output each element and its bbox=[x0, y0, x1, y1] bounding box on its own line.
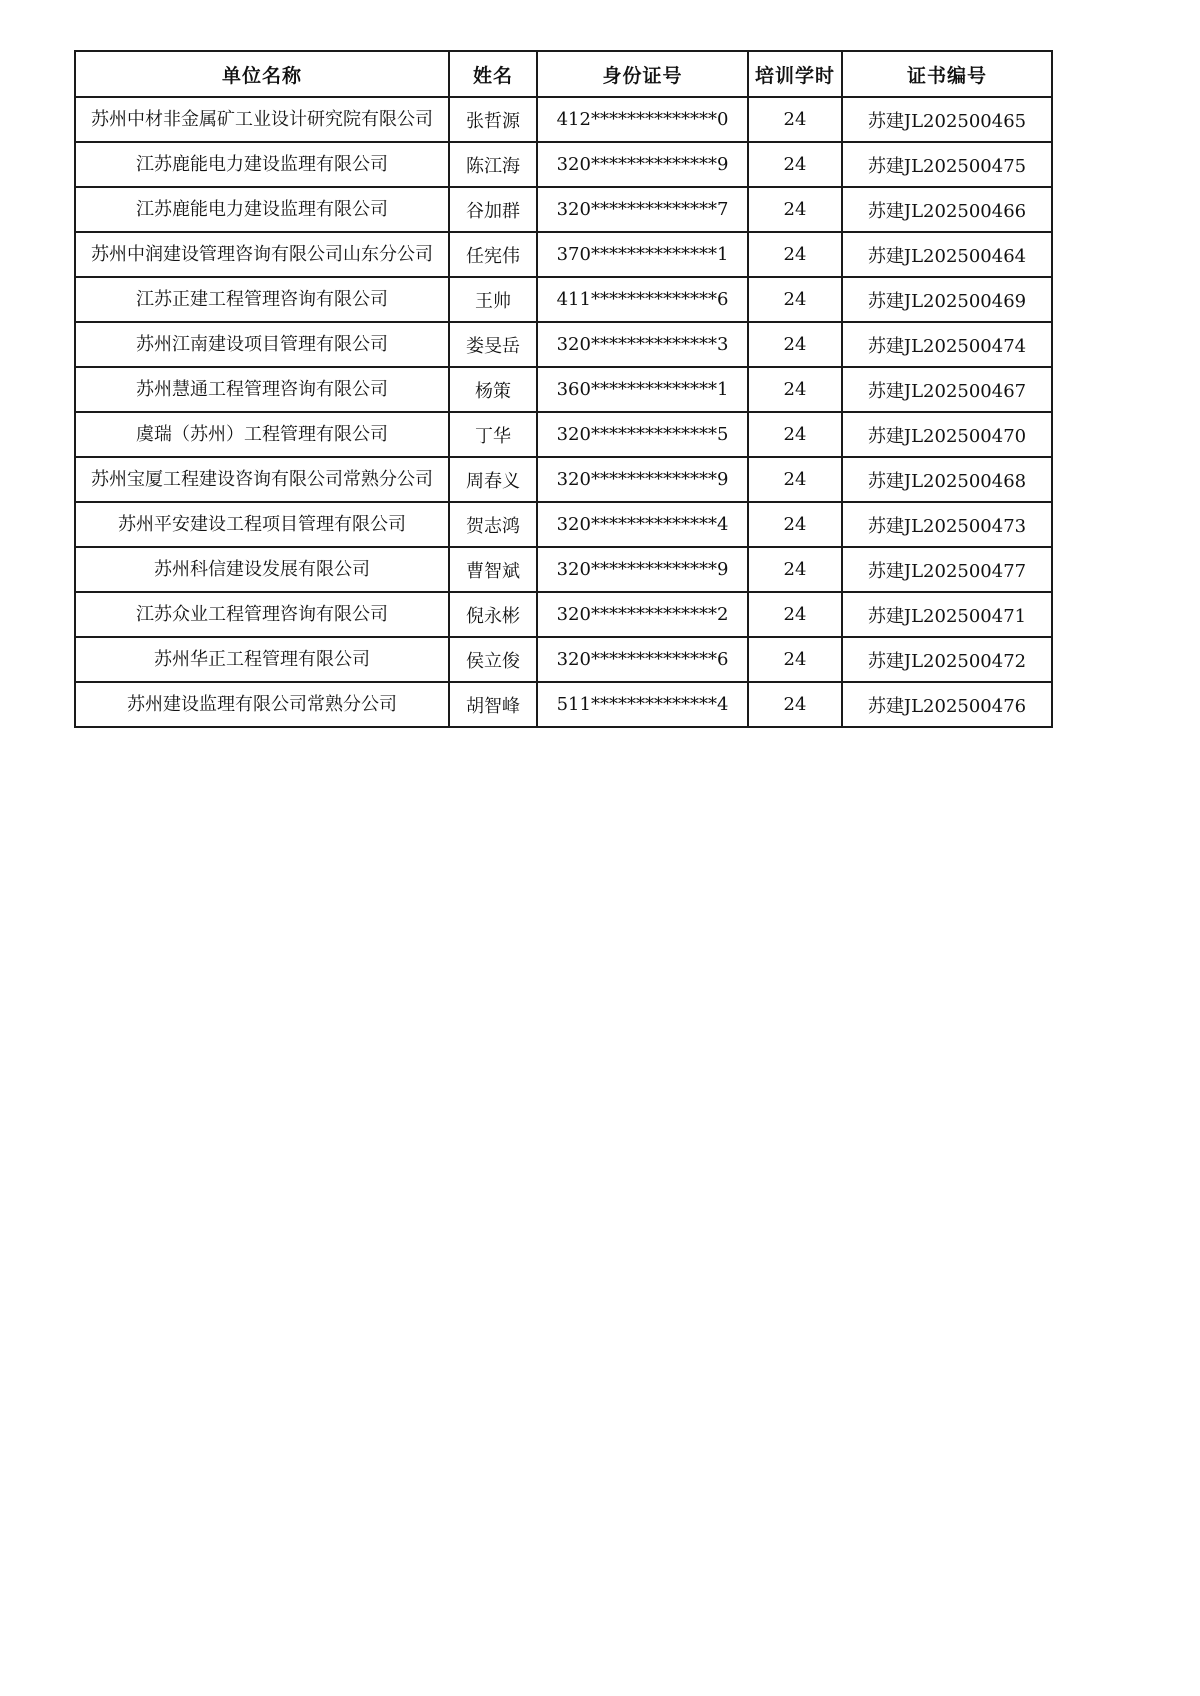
cell-certificate-number: 苏建JL202500471 bbox=[842, 592, 1052, 637]
cell-id-number: 320**************5 bbox=[537, 412, 748, 457]
cell-unit-name bbox=[75, 322, 449, 367]
cell-training-hours: 24 bbox=[748, 637, 842, 682]
cell-training-hours: 24 bbox=[748, 412, 842, 457]
cell-id-number: 320**************6 bbox=[537, 637, 748, 682]
cell-training-hours: 24 bbox=[748, 187, 842, 232]
cell-name: 曹智斌 bbox=[449, 547, 537, 592]
unit-name-text: 江苏鹿能电力建设监理有限公司 bbox=[136, 154, 388, 175]
cell-id-number: 320**************7 bbox=[537, 187, 748, 232]
cell-id-number: 320**************4 bbox=[537, 502, 748, 547]
unit-name-text: 苏州江南建设项目管理有限公司 bbox=[136, 334, 388, 355]
table-row bbox=[75, 637, 1052, 682]
unit-name-text: 苏州华正工程管理有限公司 bbox=[154, 649, 370, 670]
cell-training-hours: 24 bbox=[748, 592, 842, 637]
cell-certificate-number: 苏建JL202500477 bbox=[842, 547, 1052, 592]
table-row bbox=[75, 142, 1052, 187]
cell-unit-name bbox=[75, 232, 449, 277]
cell-training-hours: 24 bbox=[748, 457, 842, 502]
column-header-name: 姓名 bbox=[449, 51, 537, 97]
cell-training-hours: 24 bbox=[748, 322, 842, 367]
cell-id-number: 370**************1 bbox=[537, 232, 748, 277]
cell-unit-name bbox=[75, 277, 449, 322]
unit-name-text: 苏州科信建设发展有限公司 bbox=[154, 559, 370, 580]
table-row bbox=[75, 502, 1052, 547]
cell-training-hours: 24 bbox=[748, 682, 842, 727]
table-row bbox=[75, 322, 1052, 367]
cell-name: 倪永彬 bbox=[449, 592, 537, 637]
table-row bbox=[75, 187, 1052, 232]
table-row bbox=[75, 412, 1052, 457]
unit-name-text: 苏州中润建设管理咨询有限公司山东分公司 bbox=[91, 244, 433, 265]
cell-name: 任宪伟 bbox=[449, 232, 537, 277]
cell-certificate-number: 苏建JL202500475 bbox=[842, 142, 1052, 187]
cell-name: 丁华 bbox=[449, 412, 537, 457]
table-row bbox=[75, 457, 1052, 502]
cell-certificate-number: 苏建JL202500473 bbox=[842, 502, 1052, 547]
column-header-unit-name: 单位名称 bbox=[75, 51, 449, 97]
cell-id-number: 412**************0 bbox=[537, 97, 748, 142]
cell-id-number: 320**************3 bbox=[537, 322, 748, 367]
cell-certificate-number: 苏建JL202500469 bbox=[842, 277, 1052, 322]
column-header-id-number: 身份证号 bbox=[537, 51, 748, 97]
table-row bbox=[75, 232, 1052, 277]
cell-certificate-number: 苏建JL202500465 bbox=[842, 97, 1052, 142]
unit-name-text: 江苏众业工程管理咨询有限公司 bbox=[136, 604, 388, 625]
cell-certificate-number: 苏建JL202500470 bbox=[842, 412, 1052, 457]
cell-unit-name bbox=[75, 97, 449, 142]
table-row bbox=[75, 682, 1052, 727]
cell-name: 侯立俊 bbox=[449, 637, 537, 682]
header-row bbox=[75, 51, 1052, 97]
cell-unit-name bbox=[75, 682, 449, 727]
cell-id-number: 320**************9 bbox=[537, 547, 748, 592]
cell-id-number: 320**************9 bbox=[537, 142, 748, 187]
cell-training-hours: 24 bbox=[748, 277, 842, 322]
cell-unit-name bbox=[75, 547, 449, 592]
unit-name-text: 苏州建设监理有限公司常熟分公司 bbox=[127, 694, 397, 715]
cell-training-hours: 24 bbox=[748, 547, 842, 592]
cell-unit-name bbox=[75, 502, 449, 547]
unit-name-text: 苏州慧通工程管理咨询有限公司 bbox=[136, 379, 388, 400]
unit-name-text: 苏州平安建设工程项目管理有限公司 bbox=[118, 514, 406, 535]
cell-certificate-number: 苏建JL202500472 bbox=[842, 637, 1052, 682]
cell-unit-name bbox=[75, 367, 449, 412]
training-roster-table bbox=[74, 50, 1053, 728]
cell-name: 王帅 bbox=[449, 277, 537, 322]
unit-name-text: 江苏正建工程管理咨询有限公司 bbox=[136, 289, 388, 310]
cell-name: 张哲源 bbox=[449, 97, 537, 142]
table-row bbox=[75, 277, 1052, 322]
table-body bbox=[75, 97, 1052, 727]
cell-training-hours: 24 bbox=[748, 97, 842, 142]
table-header bbox=[75, 51, 1052, 97]
cell-id-number: 320**************9 bbox=[537, 457, 748, 502]
cell-certificate-number: 苏建JL202500466 bbox=[842, 187, 1052, 232]
cell-name: 周春义 bbox=[449, 457, 537, 502]
unit-name-text: 苏州宝厦工程建设咨询有限公司常熟分公司 bbox=[91, 469, 433, 490]
cell-name: 谷加群 bbox=[449, 187, 537, 232]
cell-name: 娄旻岳 bbox=[449, 322, 537, 367]
table-row bbox=[75, 592, 1052, 637]
cell-unit-name bbox=[75, 592, 449, 637]
cell-id-number: 511**************4 bbox=[537, 682, 748, 727]
cell-training-hours: 24 bbox=[748, 502, 842, 547]
unit-name-text: 苏州中材非金属矿工业设计研究院有限公司 bbox=[91, 109, 433, 130]
cell-unit-name bbox=[75, 142, 449, 187]
cell-training-hours: 24 bbox=[748, 142, 842, 187]
table-row bbox=[75, 547, 1052, 592]
cell-certificate-number: 苏建JL202500474 bbox=[842, 322, 1052, 367]
cell-unit-name bbox=[75, 637, 449, 682]
cell-name: 陈江海 bbox=[449, 142, 537, 187]
cell-certificate-number: 苏建JL202500464 bbox=[842, 232, 1052, 277]
table-row bbox=[75, 97, 1052, 142]
cell-training-hours: 24 bbox=[748, 367, 842, 412]
cell-name: 贺志鸿 bbox=[449, 502, 537, 547]
column-header-certificate-number: 证书编号 bbox=[842, 51, 1052, 97]
unit-name-text: 虞瑞（苏州）工程管理有限公司 bbox=[136, 424, 388, 445]
cell-training-hours: 24 bbox=[748, 232, 842, 277]
cell-unit-name bbox=[75, 412, 449, 457]
cell-certificate-number: 苏建JL202500468 bbox=[842, 457, 1052, 502]
table-row bbox=[75, 367, 1052, 412]
cell-id-number: 320**************2 bbox=[537, 592, 748, 637]
cell-unit-name bbox=[75, 457, 449, 502]
cell-unit-name bbox=[75, 187, 449, 232]
cell-name: 胡智峰 bbox=[449, 682, 537, 727]
cell-certificate-number: 苏建JL202500476 bbox=[842, 682, 1052, 727]
column-header-training-hours: 培训学时 bbox=[748, 51, 842, 97]
cell-certificate-number: 苏建JL202500467 bbox=[842, 367, 1052, 412]
unit-name-text: 江苏鹿能电力建设监理有限公司 bbox=[136, 199, 388, 220]
cell-id-number: 360**************1 bbox=[537, 367, 748, 412]
cell-name: 杨策 bbox=[449, 367, 537, 412]
cell-id-number: 411**************6 bbox=[537, 277, 748, 322]
